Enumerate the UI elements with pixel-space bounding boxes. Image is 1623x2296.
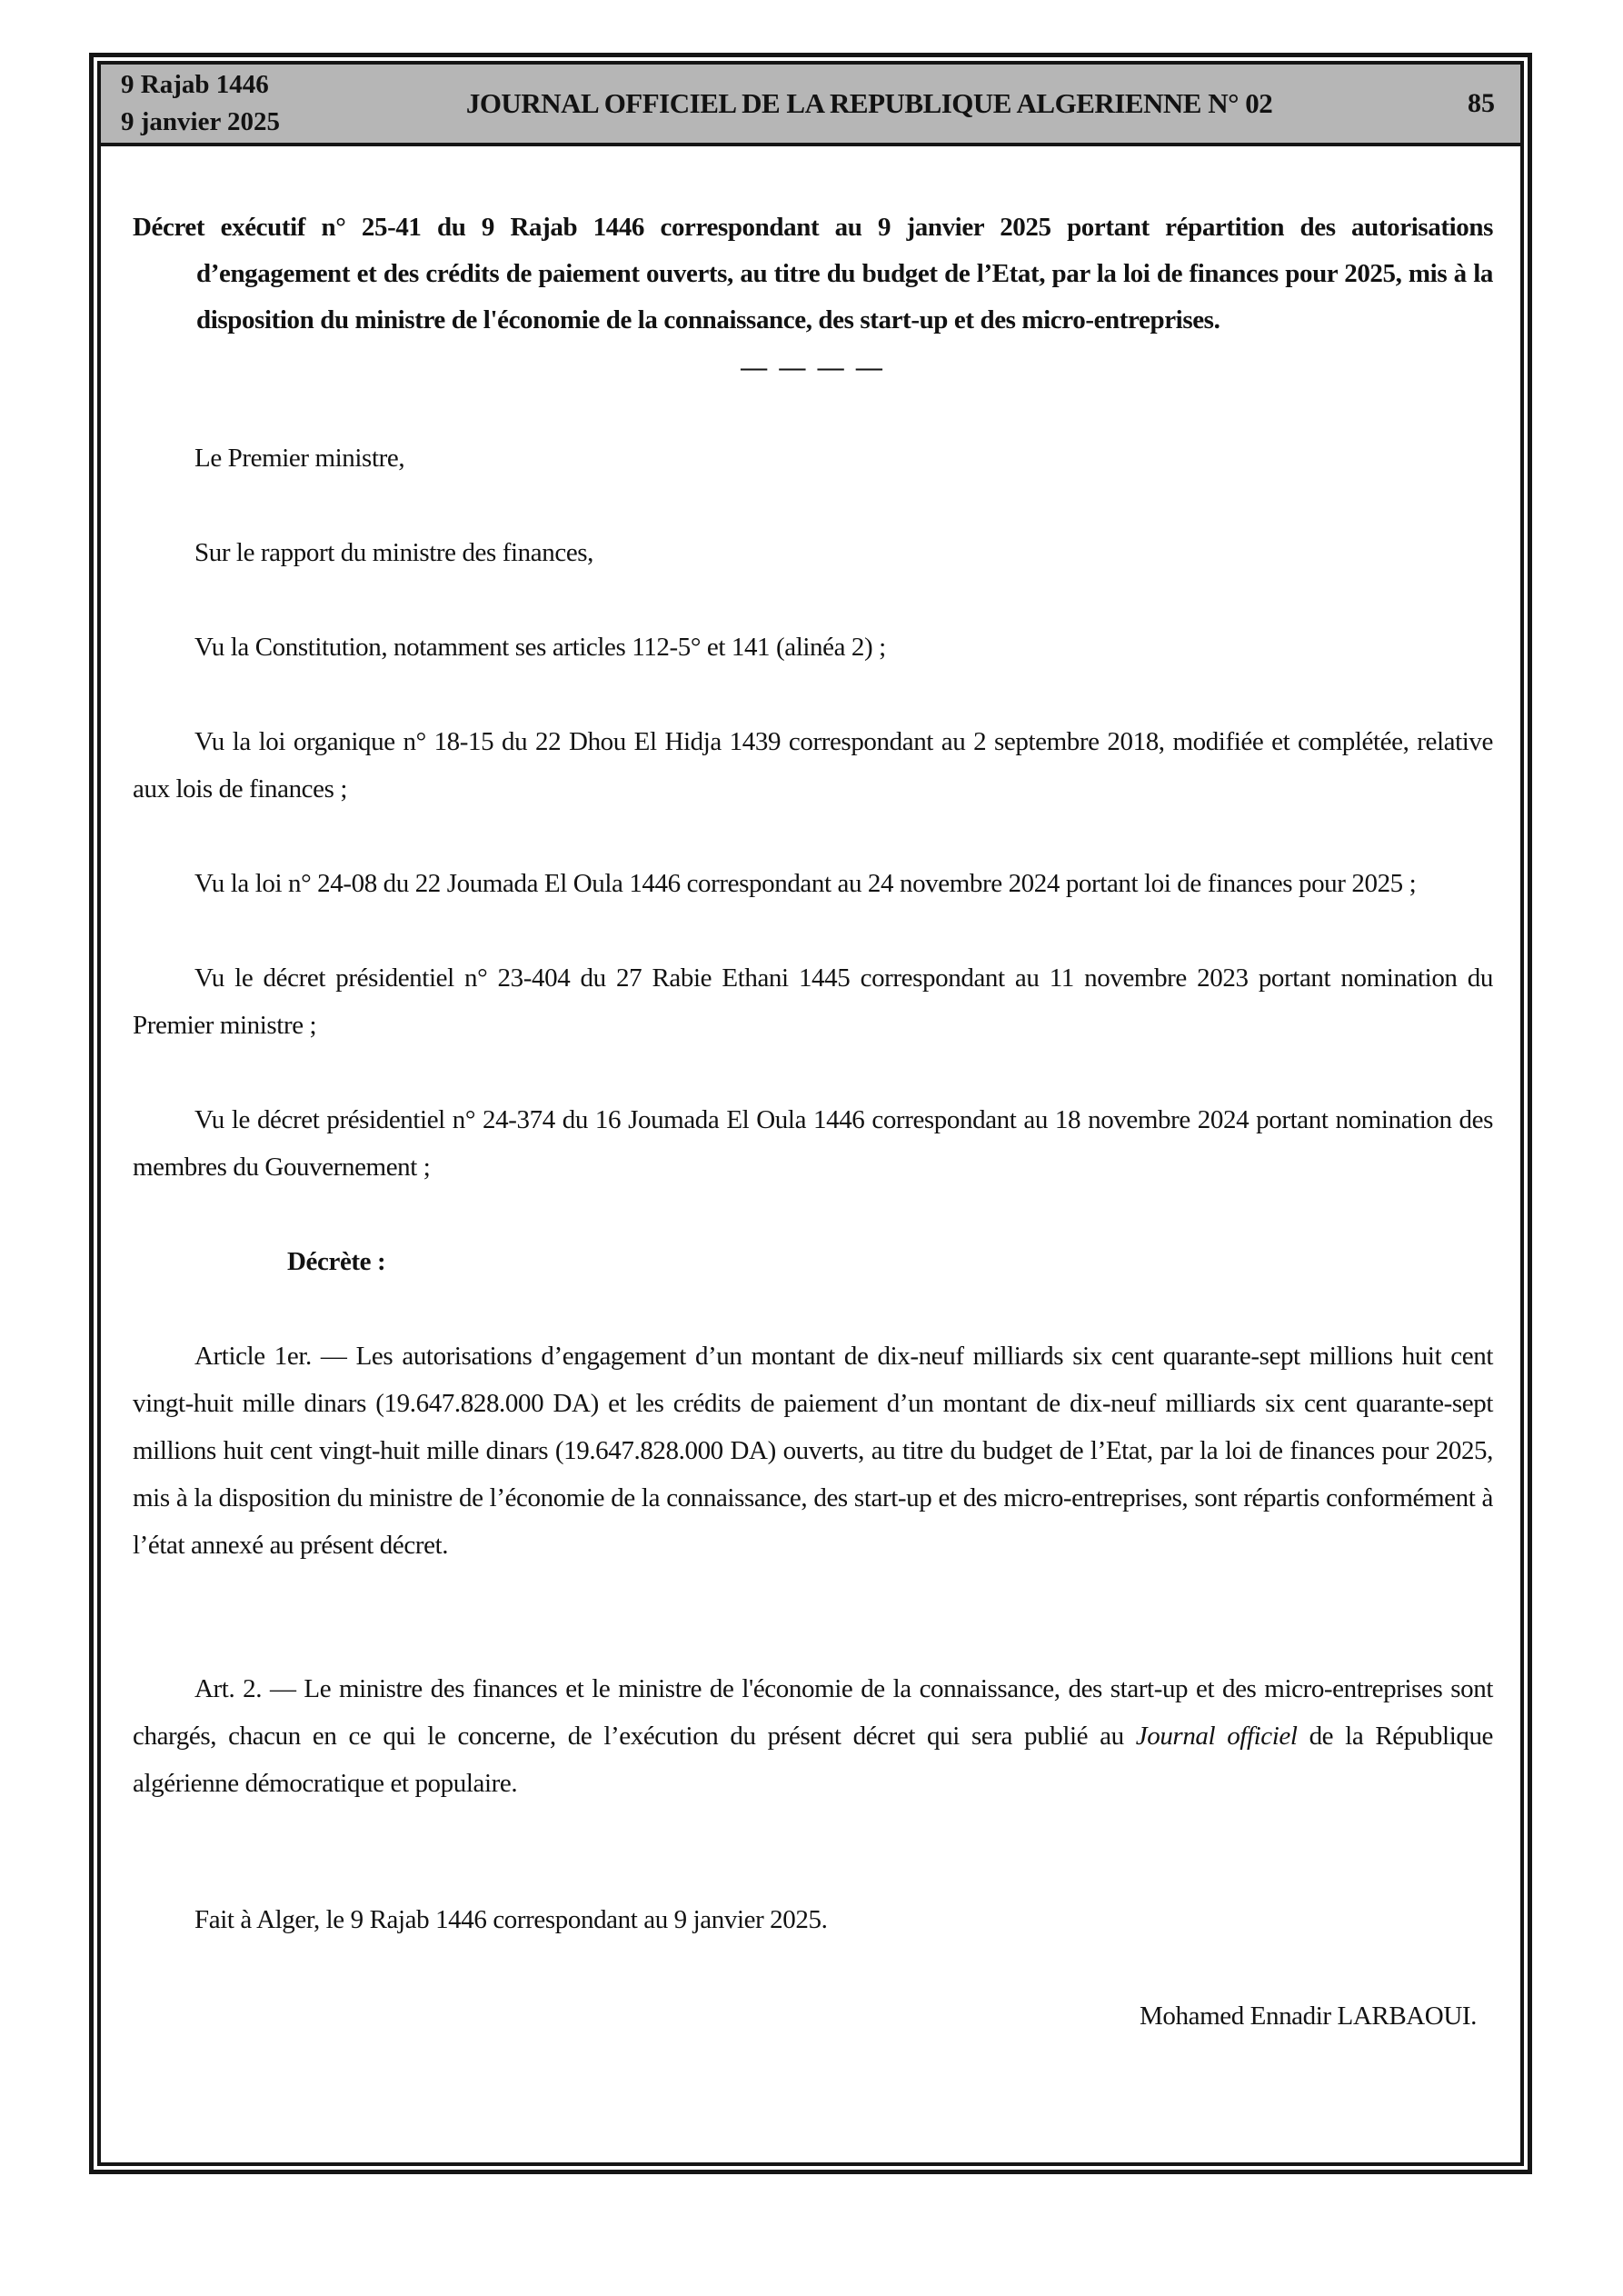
- preamble-premier-ministre: Le Premier ministre,: [194, 444, 405, 473]
- preamble-vu-decret-23-404: Vu le décret présidentiel n° 23-404 du 27 Rabie Ethani 1445 correspondant au 11 novembre 2023 portant nomination du Premier ministre ;: [133, 963, 1493, 1040]
- preamble-vu-loi-24-08: Vu la loi n° 24-08 du 22 Joumada El Oula 1446 correspondant au 24 novembre 2024 portant loi de finances pour 2025 ;: [194, 869, 1417, 898]
- preamble-vu-decret-24-374: Vu le décret présidentiel n° 24-374 du 16 Joumada El Oula 1446 correspondant au 18 novembre 2024 portant nomination des membres du Gouvernement ;: [133, 1105, 1493, 1182]
- article-2: [133, 1665, 1493, 1807]
- page-number: 85: [1468, 88, 1495, 118]
- preamble-vu-loi-organique: Vu la loi organique n° 18-15 du 22 Dhou El Hidja 1439 correspondant au 2 septembre 2018, modifiée et complétée, relative aux lois de finances ;: [133, 727, 1493, 804]
- article-2-text-end: de la République algérienne démocratique et populaire.: [133, 1722, 1494, 1798]
- article-1: Article 1er. — Les autorisations d’engagement d’un montant de dix-neuf milliards six cent quarante-sept millions huit cent vingt-huit mille dinars (19.647.828.000 DA) et les crédits de paiement d’un montant de dix-neuf milliards six cent quarante-sept millions huit cent vingt-huit mille dinars (19.647.828.000 DA) ouverts, au titre du budget de l’Etat, par la loi de finances pour 2025, mis à la disposition du ministre de l’économie de la connaissance, des start-up et des micro-entreprises, sont répartis conformément à l’état annexé au présent décret.: [133, 1342, 1493, 1560]
- decrete-label: Décrète :: [287, 1247, 386, 1276]
- article-2-text-start: Art. 2. — Le ministre des finances et le ministre de l'économie de la connaissance, des start-up et des micro-entreprises sont chargés, chacun en ce qui le concerne, de l’exécution du présent décret qui sera publié au: [133, 1674, 1493, 1751]
- page-frame-inner: [97, 61, 1524, 2166]
- journal-officiel-italic: Journal officiel: [1135, 1722, 1298, 1751]
- preamble-rapport-ministre: Sur le rapport du ministre des finances,: [194, 538, 594, 567]
- closing-line: Fait à Alger, le 9 Rajab 1446 correspondant au 9 janvier 2025.: [194, 1905, 828, 1934]
- preamble-vu-constitution: Vu la Constitution, notamment ses articles 112-5° et 141 (alinéa 2) ;: [194, 633, 886, 662]
- hijri-date: 9 Rajab 1446: [121, 70, 269, 99]
- journal-title: JOURNAL OFFICIEL DE LA REPUBLIQUE ALGERIENNE N° 02: [465, 87, 1273, 119]
- gregorian-date: 9 janvier 2025: [121, 107, 281, 136]
- page-frame-outer: [89, 53, 1532, 2174]
- decree-title: Décret exécutif n° 25-41 du 9 Rajab 1446 correspondant au 9 janvier 2025 portant répartition des autorisations d’engagement et des crédits de paiement ouverts, au titre du budget de l’Etat, par la loi de finances pour 2025, mis à la disposition du ministre de l'économie de la connaissance, des start-up et des micro-entreprises.: [133, 213, 1493, 334]
- decree-body: [101, 146, 1520, 2162]
- header-dates: [121, 66, 280, 141]
- page-header-band: [101, 65, 1520, 146]
- signature: Mohamed Ennadir LARBAOUI.: [1140, 2002, 1477, 2031]
- section-separator: — — — —: [741, 353, 885, 382]
